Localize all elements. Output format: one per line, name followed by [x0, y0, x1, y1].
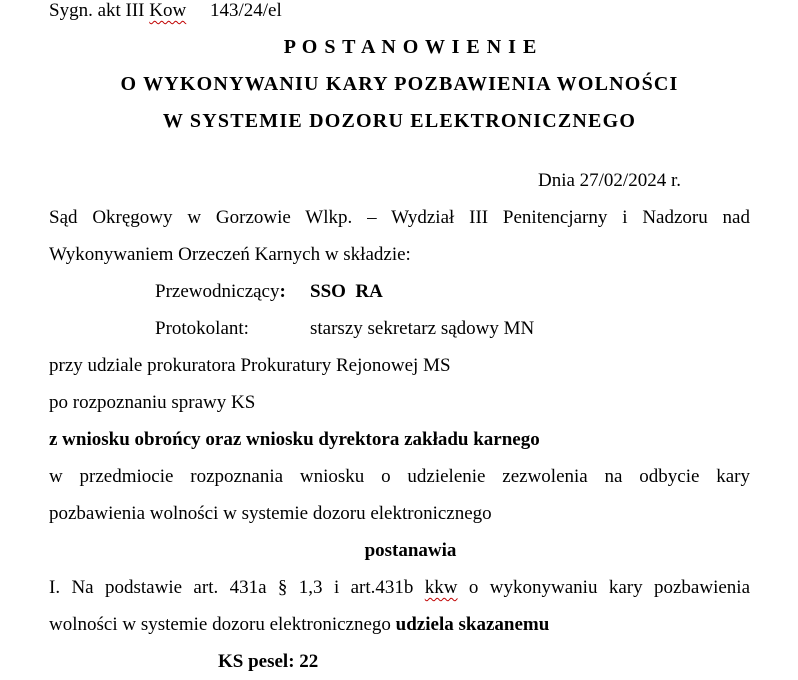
spellcheck-word-kow: Kow — [149, 0, 187, 21]
document-date: Dnia 27/02/2024 r. — [537, 170, 681, 191]
convict-id-line: KS pesel: 22 — [218, 651, 319, 672]
panel-label-text: Przewodniczący — [155, 281, 280, 302]
spellcheck-word-kkw: kkw — [424, 577, 458, 598]
subject-line-2: pozbawienia wolności w systemie dozoru elektronicznego — [49, 503, 492, 524]
ruling-line-2 — [49, 606, 750, 643]
panel-label-clerk — [155, 310, 310, 347]
motion-line: z wniosku obrońcy oraz wniosku dyrektora zakładu karnego — [49, 429, 540, 450]
ruling-line-1-suffix: o wykonywaniu kary pozbawienia — [457, 577, 751, 598]
document-subtitle-1: O WYKONYWANIU KARY POZBAWIENIA WOLNOŚCI — [120, 73, 679, 95]
case-review-line: po rozpoznaniu sprawy KS — [49, 392, 256, 413]
document-title: P O S T A N O W I E N I E — [283, 36, 538, 58]
panel-value-clerk: starszy sekretarz sądowy MN — [310, 318, 535, 339]
panel-label-text: Protokolant — [155, 318, 244, 339]
court-composition-line-1: Sąd Okręgowy w Gorzowie Wlkp. – Wydział III Penitencjarny i Nadzoru nad — [49, 207, 750, 228]
decision-word: postanawia — [364, 540, 457, 561]
case-reference — [49, 0, 750, 29]
panel-label-colon: : — [243, 318, 249, 339]
prosecutor-line: przy udziale prokuratora Prokuratury Rejonowej MS — [49, 355, 451, 376]
subject-line-1: w przedmiocie rozpoznania wniosku o udzielenie zezwolenia na odbycie kary — [49, 466, 750, 487]
panel-row-presiding — [155, 273, 750, 310]
case-reference-prefix: Sygn. akt III — [49, 0, 150, 21]
document-subtitle-2: W SYSTEMIE DOZORU ELEKTRONICZNEGO — [162, 110, 637, 132]
ruling-line-1 — [49, 569, 750, 606]
panel-label-presiding — [155, 273, 310, 310]
ruling-line-1-prefix: I. Na podstawie art. 431a § 1,3 i art.431b — [49, 577, 425, 598]
ruling-line-2-normal: wolności w systemie dozoru elektronicznego — [49, 614, 396, 635]
panel-row-clerk — [155, 310, 750, 347]
case-reference-number: 143/24/el — [186, 0, 282, 21]
panel-label-colon: : — [279, 281, 286, 302]
panel-value-presiding: SSO RA — [310, 281, 383, 302]
ruling-line-2-bold: udziela skazanemu — [395, 614, 550, 635]
court-composition-line-2: Wykonywaniem Orzeczeń Karnych w składzie: — [49, 244, 411, 265]
